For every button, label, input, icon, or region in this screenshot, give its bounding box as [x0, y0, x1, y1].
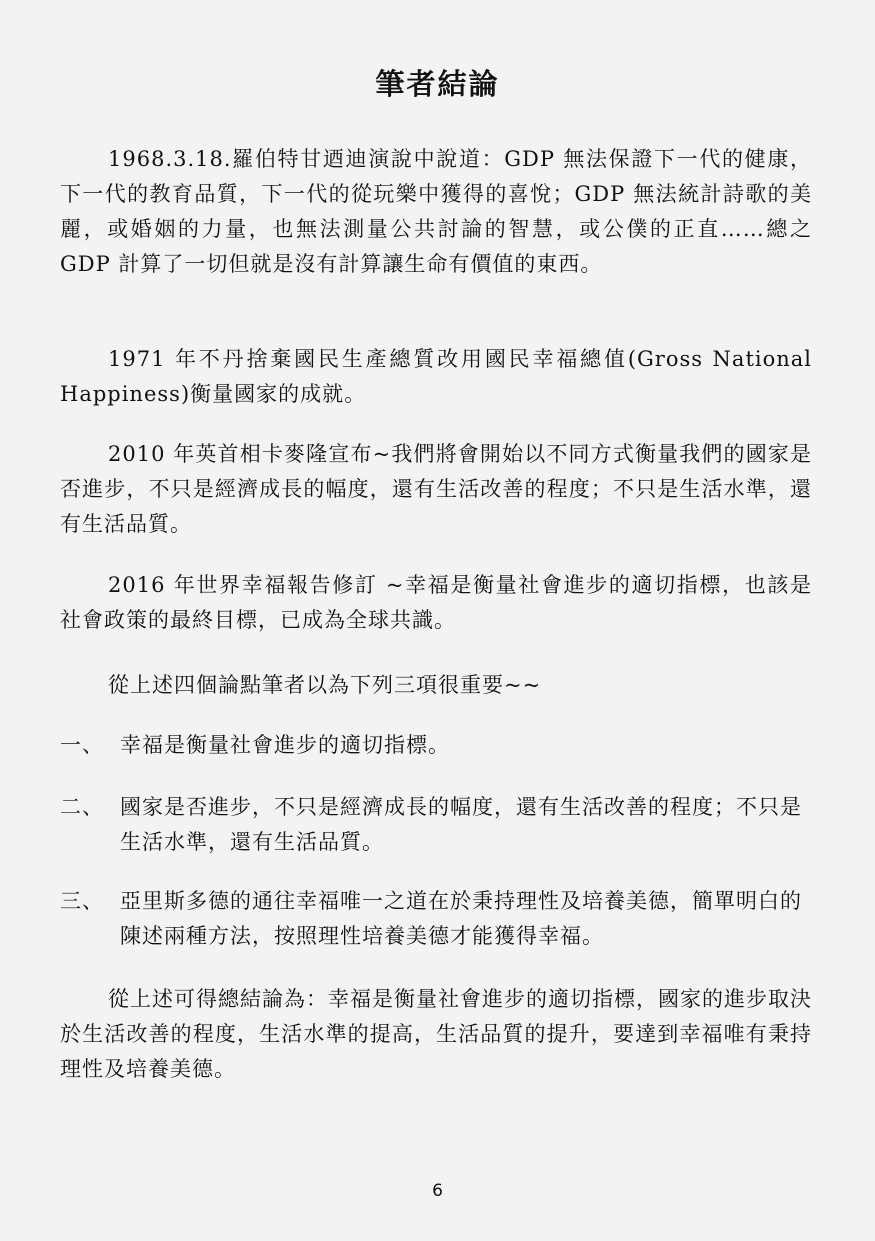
paragraph-bhutan: 1971 年不丹捨棄國民生產總質改用國民幸福總值(Gross National Happiness)衡量國家的成就。 [60, 347, 812, 406]
paragraph-kennedy: 1968.3.18.羅伯特甘迺迪演說中說道：GDP 無法保證下一代的健康，下一代的教育品質，下一代的從玩樂中獲得的喜悅；GDP 無法統計詩歌的美麗，或婚姻的力量，也無法測量公共討論的智慧，或公僕的正直……總之 GDP 計算了一切但就是沒有計算讓生命有價值的東西。 [60, 147, 812, 276]
list-item-number: 三、 [60, 889, 104, 913]
paragraph-world-happiness-report: 2016 年世界幸福報告修訂 ~幸福是衡量社會進步的適切指標，也該是社會政策的最終目標，已成為全球共識。 [60, 573, 812, 632]
page-title: 筆者結論 [375, 67, 500, 101]
list-item [60, 728, 812, 763]
list-item [60, 884, 812, 954]
list-item-number: 二、 [60, 795, 104, 819]
paragraph-intro-list: 從上述四個論點筆者以為下列三項很重要~~ [108, 673, 542, 697]
list-item-text: 國家是否進步，不只是經濟成長的幅度，還有生活改善的程度；不只是生活水準，還有生活品質。 [120, 795, 802, 854]
list-item-text: 幸福是衡量社會進步的適切指標。 [120, 733, 450, 757]
paragraph-conclusion: 從上述可得總結論為：幸福是衡量社會進步的適切指標，國家的進步取決於生活改善的程度，生活水準的提高，生活品質的提升，要達到幸福唯有秉持理性及培養美德。 [60, 987, 812, 1081]
list-item [60, 790, 812, 860]
page-number: 6 [432, 1181, 443, 1201]
list-item-text: 亞里斯多德的通往幸福唯一之道在於秉持理性及培養美德，簡單明白的陳述兩種方法，按照理性培養美德才能獲得幸福。 [120, 889, 802, 948]
list-item-number: 一、 [60, 733, 104, 757]
paragraph-cameron: 2010 年英首相卡麥隆宣布~我們將會開始以不同方式衡量我們的國家是否進步，不只是經濟成長的幅度，還有生活改善的程度；不只是生活水準，還有生活品質。 [60, 442, 812, 536]
